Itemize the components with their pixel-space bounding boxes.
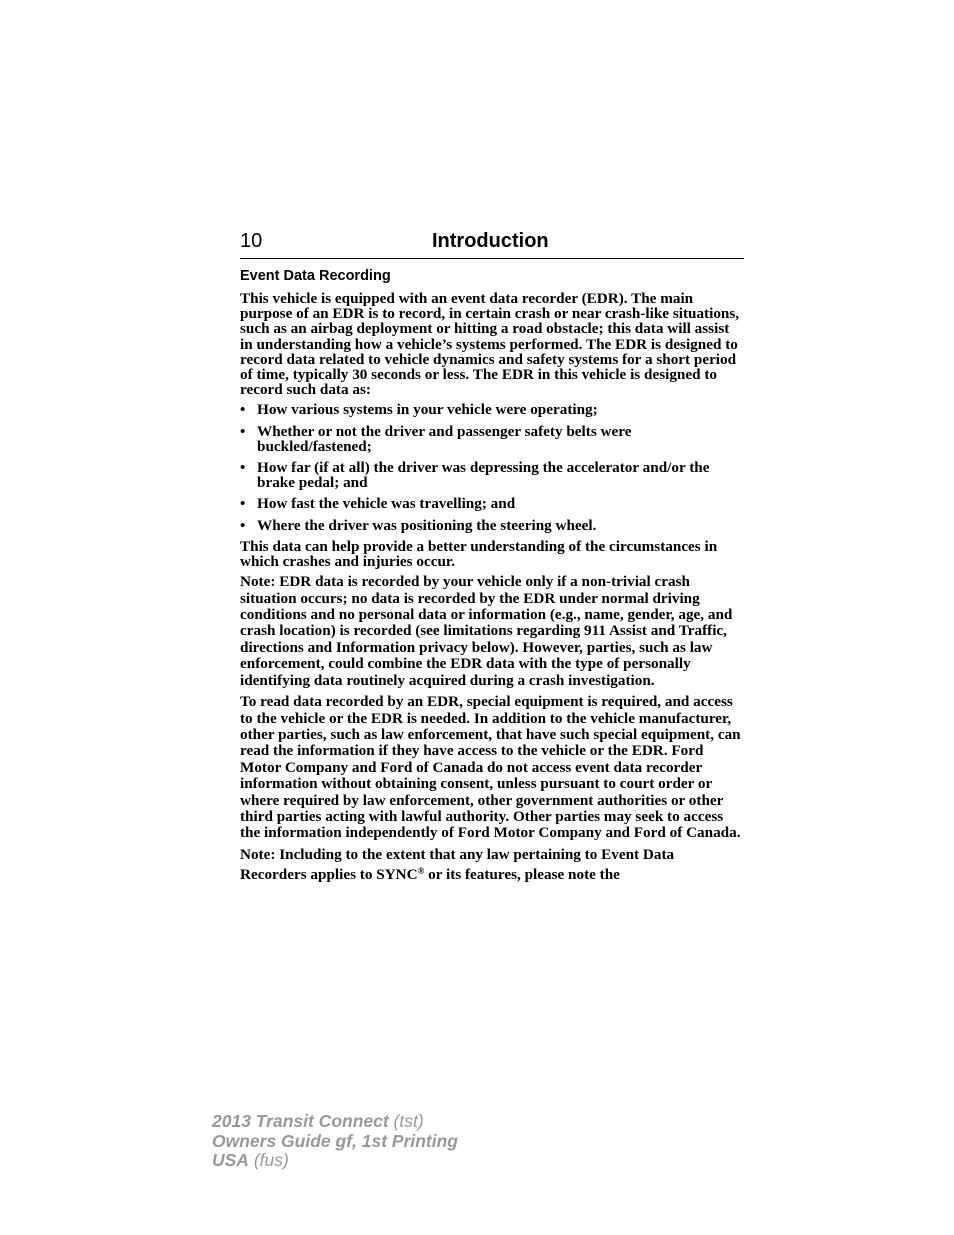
list-item: • Where the driver was positioning the steering wheel. xyxy=(240,518,744,533)
footer-line-market xyxy=(212,1151,458,1171)
intro-paragraph: This vehicle is equipped with an event data recorder (EDR). The main purpose of an EDR is to record, in certain crash or near crash-like situations, such as an airbag deployment or hitting a road obstacle; this data will assist in understanding how a vehicle’s systems performed. The EDR is designed to record data related to vehicle dynamics and safety systems for a short period of time, typically 30 seconds or less. The EDR in this vehicle is designed to record such data as: xyxy=(240,290,740,399)
footer-model-code: (tst) xyxy=(388,1111,424,1131)
main-content xyxy=(240,266,744,889)
footer-printing: Owners Guide gf, 1st Printing xyxy=(212,1130,458,1151)
footer-market: USA xyxy=(212,1150,249,1170)
sync-note-text: Note: Including to the extent that any law pertaining to Event Data Recorders applies to SYNC xyxy=(240,845,675,884)
footer-model: 2013 Transit Connect xyxy=(212,1111,389,1131)
access-paragraph: To read data recorded by an EDR, special equipment is required, and access to the vehicle or the EDR is needed. In addition to the vehicle manufacturer, other parties, such as law enforcement, that have such special equipment, can read the information if they have access to the vehicle or the EDR. Ford Motor Company and Ford of Canada do not access event data recorder information without obtaining consent, unless pursuant to court order or where required by law enforcement, other government authorities or other third parties acting with lawful authority. Other parties may seek to access the information independently of Ford Motor Company and Ford of Canada. xyxy=(240,693,741,842)
footer-market-code: (fus) xyxy=(248,1150,289,1170)
note-paragraph: Note: EDR data is recorded by your vehicle only if a non-trivial crash situation occurs; no data is recorded by the EDR under normal driving conditions and no personal data or information (e.g., name, gender, age, and crash location) is recorded (see limitations regarding 911 Assist and Traffic, directions and Information privacy below). However, parties, such as law enforcement, could combine the EDR data with the type of personally identifying data routinely acquired during a crash investigation. xyxy=(240,573,733,689)
sync-note-paragraph xyxy=(240,847,744,884)
page-header xyxy=(240,228,744,259)
understanding-paragraph: This data can help provide a better understanding of the circumstances in which crashes and injuries occur. xyxy=(240,537,718,571)
sync-note-continuation: or its features, please note the xyxy=(424,866,620,884)
list-item: • How far (if at all) the driver was depressing the accelerator and/or the brake pedal; and xyxy=(240,460,744,490)
list-item: • How fast the vehicle was travelling; and xyxy=(240,496,744,511)
list-item: • Whether or not the driver and passenger safety belts were buckled/fastened; xyxy=(240,424,744,454)
page-number: 10 xyxy=(240,230,263,252)
section-heading: Event Data Recording xyxy=(240,268,391,284)
page-footer xyxy=(212,1112,458,1171)
chapter-title: Introduction xyxy=(432,230,549,252)
registered-mark: ® xyxy=(417,866,425,877)
list-item: • How various systems in your vehicle were operating; xyxy=(240,402,744,417)
footer-line-model xyxy=(212,1112,458,1132)
recorded-data-list xyxy=(240,402,744,532)
